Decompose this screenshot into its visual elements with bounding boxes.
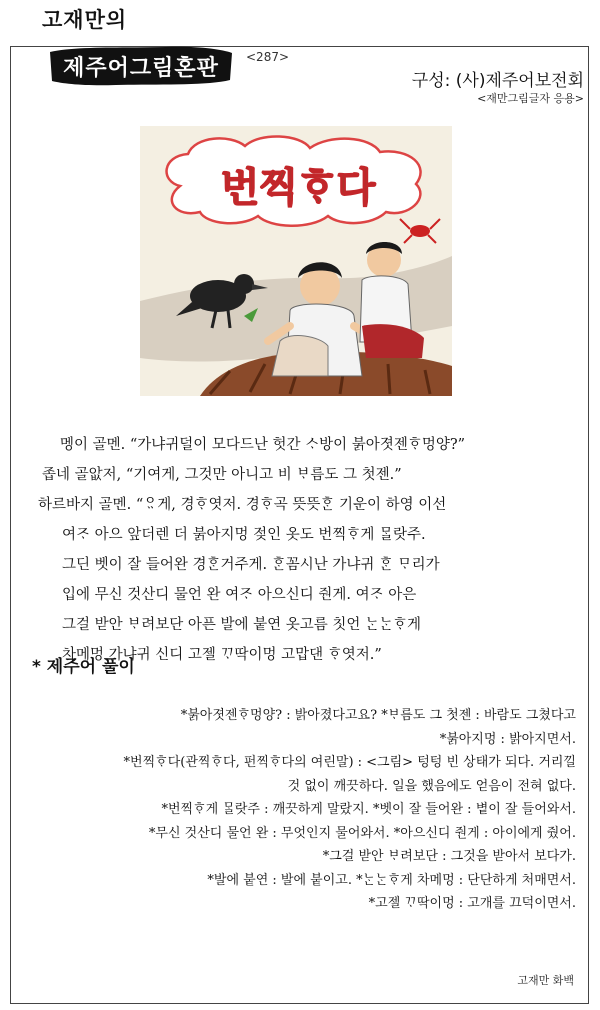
- series-logo: [46, 44, 236, 88]
- glossary-line: 것 없이 깨끗하다. 일을 했음에도 얻음이 전혀 없다.: [287, 778, 576, 794]
- series-title: 고재만의: [42, 8, 128, 32]
- glossary-line: *그걸 받안 ᄇᆞ려보단 : 그것을 받아서 보다가.: [322, 849, 576, 864]
- illustration-drawing: [140, 126, 452, 396]
- story-line: 멩이 골멘. “가냐귀덜이 모다드난 헛간 ᄉᆞ방이 붉아졋젠ᄒᆞ멍양?”: [60, 437, 466, 453]
- illustrator-credit: 고재만 화백: [517, 974, 574, 987]
- issue-number: <287>: [246, 50, 290, 64]
- glossary-text: [16, 704, 576, 916]
- story-line: 하르바지 골멘. “ᄋᆢ게, 경ᄒᆞ엿저. 경ᄒᆞ곡 뜻뜻ᄒᆞᆫ 기운이 하영 이선: [38, 497, 447, 513]
- illustration: [140, 126, 452, 396]
- author-credit: 구성: (사)제주어보전회: [411, 71, 584, 91]
- glossary-line: *무신 것산디 물언 완 : 무엇인지 물어와서. *아으신디 줜게 : 아이에게 줬어.: [148, 825, 576, 841]
- story-text: [30, 430, 575, 670]
- author-note: <재만그림글자 응용>: [477, 92, 584, 105]
- story-line: 그딘 벳이 잘 들어완 경ᄒᆞᆫ거주게. ᄒᆞᆫ꼼시난 가냐귀 ᄒᆞᆫ ᄆᆞ리가: [62, 557, 440, 573]
- illustration-title: 번찍ᄒᆞ다: [220, 165, 376, 211]
- glossary-line: *고젤 ᄁᆞ딱이멍 : 고개를 끄덕이면서.: [368, 896, 576, 911]
- glossary-line: *번찍ᄒᆞ게 ᄆᆞᆯ랏주 : 깨끗하게 말랐지. *벳이 잘 들어완 : 볕이 잘 들어와서.: [161, 802, 576, 817]
- story-line: 여ᄌᆞ 아으 앞더렌 더 붉아지멍 젖인 옷도 번찍ᄒᆞ게 ᄆᆞᆯ랏주.: [62, 527, 426, 543]
- story-line: 입에 무신 것산디 물언 완 여ᄌᆞ 아으신디 줜게. 여ᄌᆞ 아은: [62, 587, 417, 603]
- story-line: 그걸 받안 ᄇᆞ려보단 아픈 발에 붙연 옷고름 칫언 ᄂᆞᆫᄂᆞᆫᄒᆞ게: [62, 617, 422, 633]
- story-line: 차메멍 가냐귀 신디 고젤 ᄁᆞ딱이멍 고맙댄 ᄒᆞ엿저.”: [62, 647, 382, 663]
- story-line: 좁네 골앖저, “기여게, 그것만 아니고 비 ᄇᆞ름도 그 첫젠.”: [42, 467, 402, 483]
- glossary-line: *붉아졋젠ᄒᆞ멍양? : 밝아졌다고요? *ᄇᆞ름도 그 첫젠 : 바람도 그쳤다고: [180, 708, 576, 723]
- glossary-line: *발에 붙연 : 발에 붙이고. *ᄂᆞᆫᄂᆞᆫᄒᆞ게 차메멍 : 단단하게 처매면서.: [207, 872, 576, 888]
- glossary-line: *붉아지멍 : 밝아지면서.: [439, 731, 576, 747]
- glossary-heading: * 제주어 풀이: [32, 657, 135, 677]
- logo-text: 제주어그림혼판: [63, 55, 219, 81]
- glossary-line: *번찍ᄒᆞ다(관찍ᄒᆞ다, 펀찍ᄒᆞ다의 여린말) : <그림> 텅텅 빈 상태가 되다. 거리낄: [123, 755, 576, 770]
